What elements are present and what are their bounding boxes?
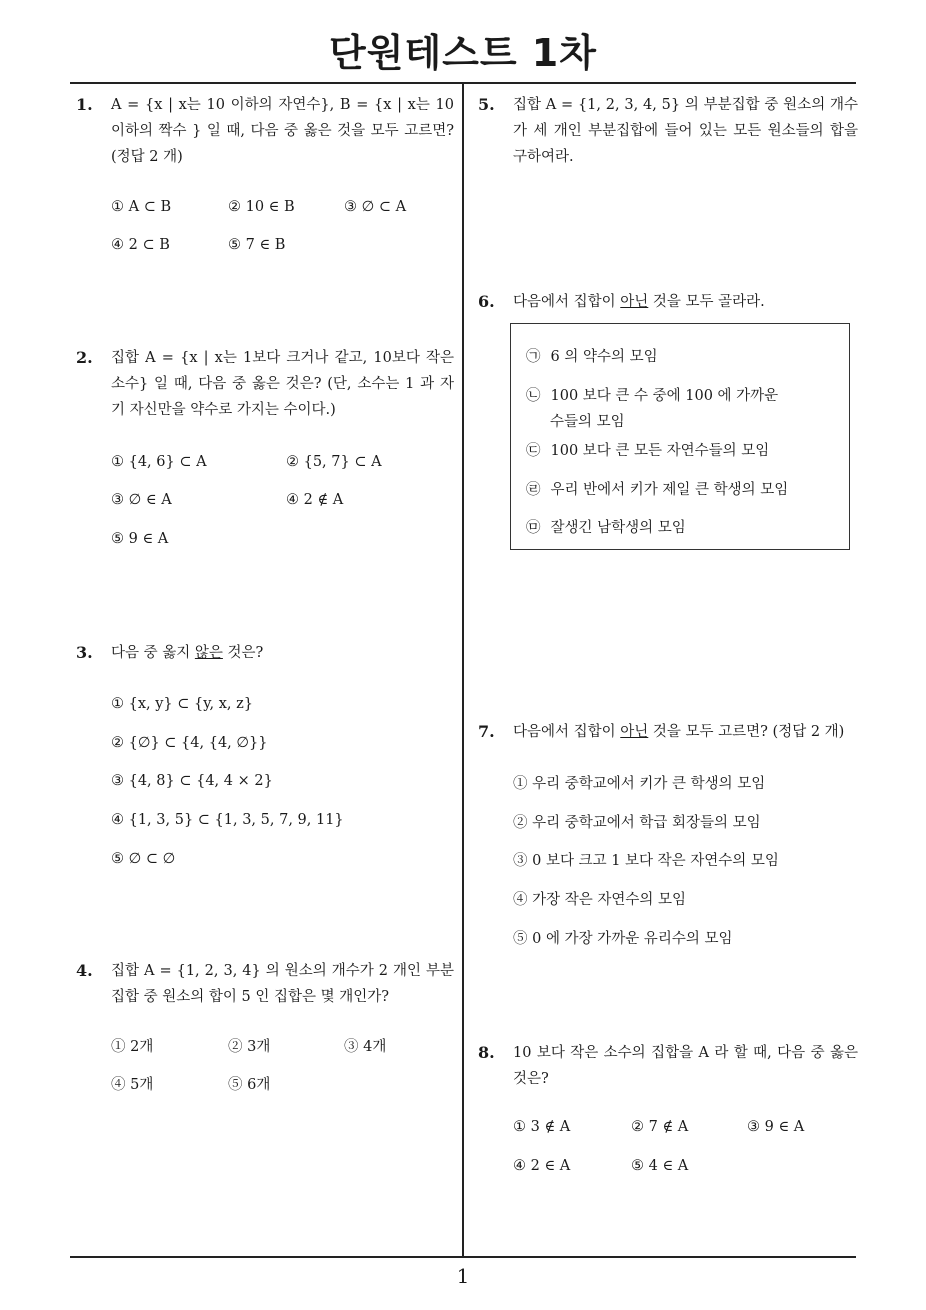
stem-emphasis: 아닌 xyxy=(620,724,649,740)
q1-option-2[interactable]: ② 10 ∈ B xyxy=(228,199,295,215)
question-stem xyxy=(513,289,858,315)
item-mark: ㉣ xyxy=(526,482,541,498)
q7-option-5[interactable]: ⑤ 0 에 가장 가까운 유리수의 모임 xyxy=(513,931,733,947)
stem-text: 것은? xyxy=(222,645,264,661)
q4-option-5[interactable]: ⑤ 6개 xyxy=(228,1077,271,1093)
question-number: 7. xyxy=(478,722,495,741)
q1-option-4[interactable]: ④ 2 ⊂ B xyxy=(111,237,170,253)
q2-option-3[interactable]: ③ ∅ ∈ A xyxy=(111,492,172,508)
question-number: 5. xyxy=(478,95,495,114)
q1-option-1[interactable]: ① A ⊂ B xyxy=(111,199,172,215)
item-mark: ㉡ xyxy=(526,388,541,404)
q6-box-item-2[interactable] xyxy=(526,383,778,435)
stem-text: 다음 중 옳지 xyxy=(111,645,195,661)
item-text: 6 의 약수의 모임 xyxy=(550,349,658,365)
question-stem: A = {x | x는 10 이하의 자연수}, B = {x | x는 10 이하의 짝수 } 일 때, 다음 중 옳은 것을 모두 고르면? (정답 2 개) xyxy=(111,97,454,165)
question-1 xyxy=(76,92,454,170)
q2-option-1[interactable]: ① {4, 6} ⊂ A xyxy=(111,454,207,470)
question-stem xyxy=(513,719,858,745)
question-stem: 집합 A = {1, 2, 3, 4} 의 원소의 개수가 2 개인 부분집합 중 원소의 합이 5 인 집합은 몇 개인가? xyxy=(111,963,454,1005)
item-mark: ㉠ xyxy=(526,349,541,365)
item-text: 100 보다 큰 수 중에 100 에 가까운 xyxy=(550,388,779,404)
question-stem: 집합 A = {1, 2, 3, 4, 5} 의 부분집합 중 원소의 개수가 세 개인 부분집합에 들어 있는 모든 원소들의 합을 구하여라. xyxy=(513,97,858,165)
q1-option-5[interactable]: ⑤ 7 ∈ B xyxy=(228,237,286,253)
q8-option-4[interactable]: ④ 2 ∈ A xyxy=(513,1158,571,1174)
q7-option-3[interactable]: ③ 0 보다 크고 1 보다 작은 자연수의 모임 xyxy=(513,853,779,869)
q3-option-3[interactable]: ③ {4, 8} ⊂ {4, 4 × 2} xyxy=(111,773,273,789)
question-number: 4. xyxy=(76,961,93,980)
q3-option-4[interactable]: ④ {1, 3, 5} ⊂ {1, 3, 5, 7, 9, 11} xyxy=(111,812,344,828)
bottom-rule xyxy=(70,1256,856,1258)
question-6 xyxy=(478,289,858,315)
item-text-continued: 수들의 모임 xyxy=(550,414,625,430)
q2-option-5[interactable]: ⑤ 9 ∈ A xyxy=(111,531,169,547)
question-number: 8. xyxy=(478,1043,495,1062)
item-mark: ㉤ xyxy=(526,520,541,536)
page-title: 단원테스트 1차 xyxy=(329,31,597,75)
stem-emphasis: 않은 xyxy=(194,645,223,661)
q6-box-item-5[interactable] xyxy=(526,515,686,541)
q4-option-1[interactable]: ① 2개 xyxy=(111,1039,154,1055)
q2-option-4[interactable]: ④ 2 ∉ A xyxy=(286,492,344,508)
q8-option-5[interactable]: ⑤ 4 ∈ A xyxy=(631,1158,689,1174)
q3-option-5[interactable]: ⑤ ∅ ⊂ ∅ xyxy=(111,851,176,867)
question-stem xyxy=(111,640,454,666)
q1-option-3[interactable]: ③ ∅ ⊂ A xyxy=(344,199,407,215)
question-5 xyxy=(478,92,858,170)
question-number: 1. xyxy=(76,95,93,114)
q6-box-item-3[interactable] xyxy=(526,438,769,464)
question-stem: 10 보다 작은 소수의 집합을 A 라 할 때, 다음 중 옳은 것은? xyxy=(513,1045,858,1087)
question-number: 3. xyxy=(76,643,93,662)
q8-option-2[interactable]: ② 7 ∉ A xyxy=(631,1119,689,1135)
stem-text: 다음에서 집합이 xyxy=(513,294,621,310)
question-number: 6. xyxy=(478,292,495,311)
question-2 xyxy=(76,345,454,423)
q3-option-1[interactable]: ① {x, y} ⊂ {y, x, z} xyxy=(111,696,253,712)
q7-option-4[interactable]: ④ 가장 작은 자연수의 모임 xyxy=(513,892,687,908)
question-stem: 집합 A = {x | x는 1보다 크거나 같고, 10보다 작은 소수} 일 때, 다음 중 옳은 것은? (단, 소수는 1 과 자기 자신만을 약수로 가지는 수이다.) xyxy=(111,350,454,418)
q6-box-item-4[interactable] xyxy=(526,477,788,503)
stem-emphasis: 아닌 xyxy=(620,294,649,310)
item-text: 잘생긴 남학생의 모임 xyxy=(550,520,686,536)
question-8 xyxy=(478,1040,858,1092)
q8-option-1[interactable]: ① 3 ∉ A xyxy=(513,1119,571,1135)
q2-option-2[interactable]: ② {5, 7} ⊂ A xyxy=(286,454,382,470)
q6-box-item-1[interactable] xyxy=(526,344,658,370)
stem-text: 다음에서 집합이 xyxy=(513,724,621,740)
item-text: 100 보다 큰 모든 자연수들의 모임 xyxy=(550,443,770,459)
question-4 xyxy=(76,958,454,1010)
q8-option-3[interactable]: ③ 9 ∈ A xyxy=(747,1119,805,1135)
question-number: 2. xyxy=(76,348,93,367)
q7-option-2[interactable]: ② 우리 중학교에서 학급 회장들의 모임 xyxy=(513,815,761,831)
column-divider xyxy=(462,82,464,1257)
q4-option-3[interactable]: ③ 4개 xyxy=(344,1039,387,1055)
q3-option-2[interactable]: ② {∅} ⊂ {4, {4, ∅}} xyxy=(111,735,268,751)
item-text: 우리 반에서 키가 제일 큰 학생의 모임 xyxy=(550,482,789,498)
q7-option-1[interactable]: ① 우리 중학교에서 키가 큰 학생의 모임 xyxy=(513,776,766,792)
question-3 xyxy=(76,640,454,666)
stem-text: 것을 모두 고르면? (정답 2 개) xyxy=(648,724,845,740)
stem-text: 것을 모두 골라라. xyxy=(648,294,765,310)
q4-option-4[interactable]: ④ 5개 xyxy=(111,1077,154,1093)
q4-option-2[interactable]: ② 3개 xyxy=(228,1039,271,1055)
page-number: 1 xyxy=(456,1264,470,1288)
item-mark: ㉢ xyxy=(526,443,541,459)
question-7 xyxy=(478,719,858,745)
